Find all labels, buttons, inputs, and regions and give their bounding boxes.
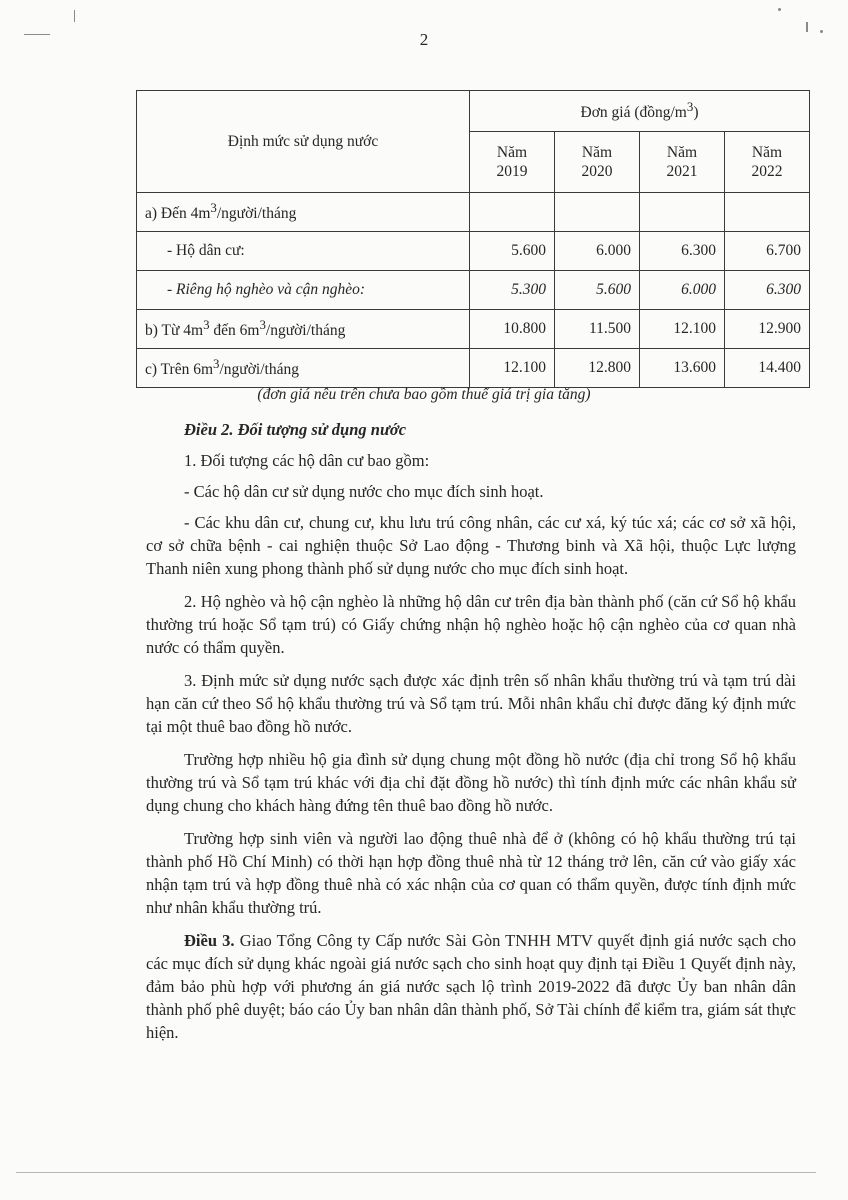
- price-cell: 6.000: [555, 232, 640, 271]
- price-cell: 5.600: [470, 232, 555, 271]
- price-cell: 5.600: [555, 271, 640, 310]
- water-price-table: [136, 90, 810, 388]
- price-cell: 12.100: [640, 310, 725, 349]
- article-2: [146, 418, 796, 1044]
- price-cell: 14.400: [725, 349, 810, 388]
- paragraph: Trường hợp sinh viên và người lao động thuê nhà để ở (không có hộ khẩu thường trú tại thành phố Hồ Chí Minh) có thời hạn hợp đồng thuê nhà từ 12 tháng trở lên, căn cứ vào giấy xác nhận tạm trú và hợp đồng thuê nhà có xác nhận của cơ quan có thẩm quyền, được tính định mức như nhân khẩu thường trú.: [146, 829, 796, 917]
- price-cell: 10.800: [470, 310, 555, 349]
- price-cell: 6.000: [640, 271, 725, 310]
- scan-mark: [778, 8, 781, 11]
- vat-note: (đơn giá nêu trên chưa bao gồm thuế giá trị gia tăng): [257, 386, 591, 403]
- price-cell: 12.100: [470, 349, 555, 388]
- price-cell: [470, 193, 555, 232]
- article-3-text: Giao Tổng Công ty Cấp nước Sài Gòn TNHH MTV quyết định giá nước sạch cho các mục đích sử dụng khác ngoài giá nước sạch cho sinh hoạt quy định tại Điều 1 Quyết định này, đảm bảo phù hợp với phương án giá nước sạch lộ trình 2019-2022 đã được Ủy ban nhân dân thành phố phê duyệt; báo cáo Ủy ban nhân dân thành phố, Sở Tài chính để kiểm tra, giám sát thực hiện.: [146, 931, 797, 1042]
- price-cell: 6.700: [725, 232, 810, 271]
- paragraph: 3. Định mức sử dụng nước sạch được xác định trên số nhân khẩu thường trú và tạm trú dài hạn căn cứ theo Sổ hộ khẩu thường trú và Sổ tạm trú. Mỗi nhân khẩu chỉ được đăng ký định mức tại một thuê bao đồng hồ nước.: [146, 671, 796, 736]
- page-number: 2: [419, 30, 429, 49]
- price-cell: 12.800: [555, 349, 640, 388]
- table-row: [137, 193, 810, 232]
- row-label: - Riêng hộ nghèo và cận nghèo:: [137, 271, 470, 310]
- table-row: [137, 310, 810, 349]
- year-header: Năm 2019: [470, 132, 555, 193]
- article-3: [146, 929, 796, 1044]
- row-label: - Hộ dân cư:: [137, 232, 470, 271]
- price-cell: [555, 193, 640, 232]
- price-cell: 5.300: [470, 271, 555, 310]
- table-row: [137, 271, 810, 310]
- row-label: b) Từ $4m^3$ đến $6m^3/người$/tháng: [137, 310, 470, 349]
- table-row: [137, 349, 810, 388]
- table-row: [137, 232, 810, 271]
- price-cell: 13.600: [640, 349, 725, 388]
- paragraph: 1. Đối tượng các hộ dân cư bao gồm:: [184, 451, 430, 470]
- price-cell: 12.900: [725, 310, 810, 349]
- paragraph: 2. Hộ nghèo và hộ cận nghèo là những hộ dân cư trên địa bàn thành phố (căn cứ Sổ hộ khẩu thường trú hoặc Sổ tạm trú) có Giấy chứng nhận hộ nghèo hoặc hộ cận nghèo của cơ quan nhà nước có thẩm quyền.: [146, 592, 796, 657]
- article-3-label: Điều 3.: [184, 931, 235, 950]
- bottom-scan-line: [16, 1172, 816, 1173]
- article-2-heading: Điều 2. Đối tượng sử dụng nước: [184, 420, 407, 439]
- row-label: c) Trên $6m^3/người$/tháng: [137, 349, 470, 388]
- paragraph: - Các hộ dân cư sử dụng nước cho mục đích sinh hoạt.: [184, 482, 544, 501]
- price-cell: 6.300: [725, 271, 810, 310]
- year-header: Năm 2021: [640, 132, 725, 193]
- price-cell: 11.500: [555, 310, 640, 349]
- paragraph: - Các khu dân cư, chung cư, khu lưu trú công nhân, các cư xá, ký túc xá; các cơ sở xã hội, cơ sở chữa bệnh - cai nghiện thuộc Sở Lao động - Thương binh và Xã hội, thuộc Lực lượng Thanh niên xung phong thành phố sử dụng nước cho mục đích sinh hoạt.: [146, 513, 796, 578]
- year-header: Năm 2020: [555, 132, 640, 193]
- scan-mark: [74, 10, 75, 22]
- row-label: a) Đến $4m^3/người$/tháng: [137, 193, 470, 232]
- paragraph: Trường hợp nhiều hộ gia đình sử dụng chung một đồng hồ nước (địa chỉ trong Sổ hộ khẩu thường trú và Sổ tạm trú khác với địa chỉ đặt đồng hồ nước) thì tính định mức các nhân khẩu sử dụng chung cho khách hàng đứng tên thuê bao đồng hồ nước.: [146, 750, 796, 815]
- table-header-label: Định mức sử dụng nước: [137, 91, 470, 193]
- table-header-unit: Đơn giá $(đồng/m^3)$: [470, 91, 810, 132]
- year-header: Năm 2022: [725, 132, 810, 193]
- price-cell: [725, 193, 810, 232]
- price-cell: [640, 193, 725, 232]
- price-cell: 6.300: [640, 232, 725, 271]
